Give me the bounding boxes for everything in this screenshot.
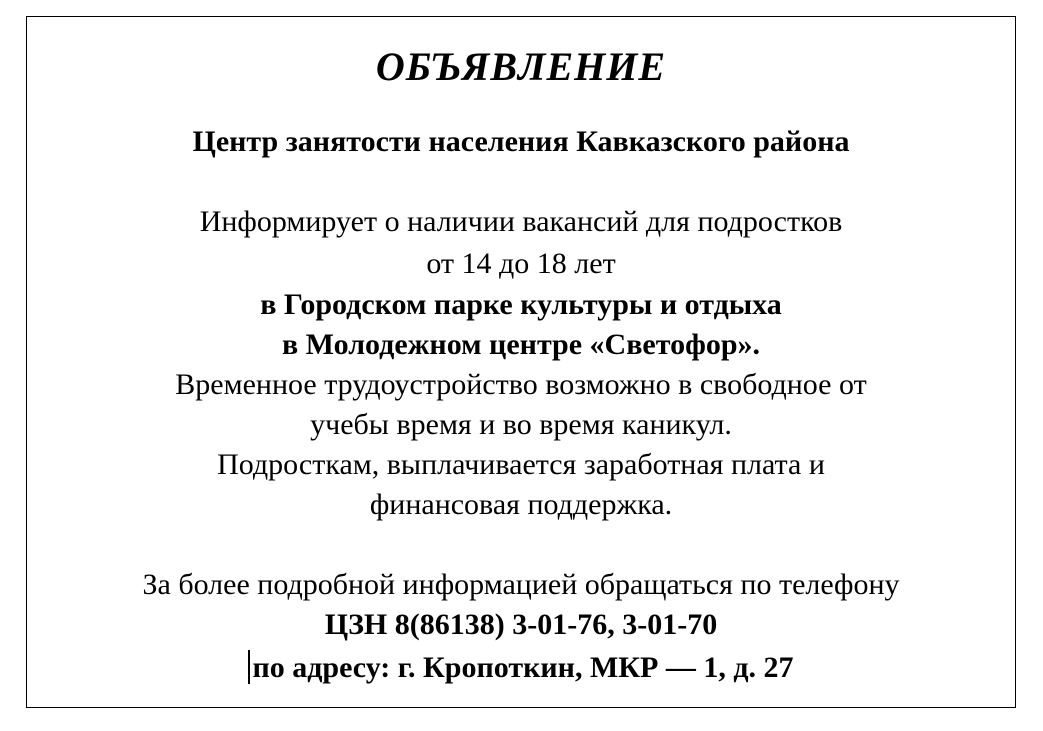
address-text[interactable]: по адресу: г. Кропоткин, МКР — 1, д. 27 bbox=[252, 651, 794, 684]
contact-intro: За более подробной информацией обращаться по телефону bbox=[142, 568, 900, 601]
organization-name: Центр занятости населения Кавказского района bbox=[192, 125, 850, 158]
intro-line-2: от 14 до 18 лет bbox=[426, 247, 616, 280]
intro-line-1: Информирует о наличии вакансий для подростков bbox=[199, 205, 843, 238]
employment-line-1: Временное трудоустройство возможно в свободное от bbox=[175, 368, 867, 401]
phone-numbers: ЦЗН 8(86138) 3-01-76, 3-01-70 bbox=[324, 608, 718, 641]
announcement-frame bbox=[26, 16, 1016, 708]
announcement-title: ОБЪЯВЛЕНИЕ bbox=[375, 44, 667, 89]
employment-line-2: учебы время и во время каникул. bbox=[310, 408, 732, 441]
payment-line-1: Подросткам, выплачивается заработная плата и bbox=[217, 448, 825, 481]
address-line[interactable] bbox=[27, 650, 1015, 684]
location-line-2: в Молодежном центре «Светофор». bbox=[281, 328, 761, 361]
payment-line-2: финансовая поддержка. bbox=[369, 488, 673, 521]
text-cursor bbox=[248, 650, 250, 684]
location-line-1: в Городском парке культуры и отдыха bbox=[260, 288, 782, 321]
